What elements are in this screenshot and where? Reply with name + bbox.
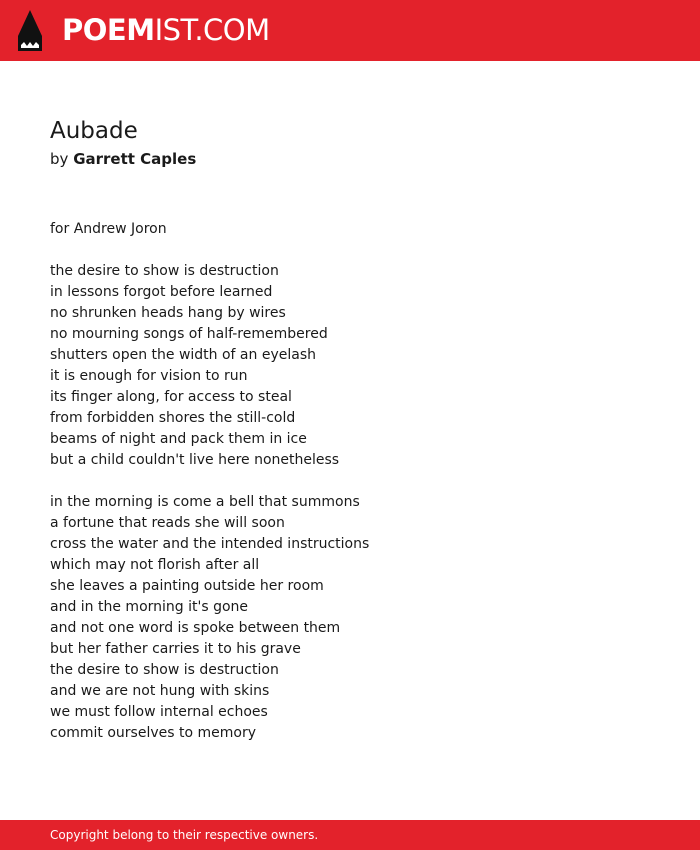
poem-line: we must follow internal echoes — [50, 704, 268, 720]
pencil-icon[interactable] — [18, 10, 42, 51]
poem-title: Aubade — [50, 118, 138, 144]
poem-line: but a child couldn't live here nonetheless — [50, 452, 340, 468]
poem-line: and we are not hung with skins — [50, 683, 270, 699]
poem-line: shutters open the width of an eyelash — [50, 347, 316, 363]
poem-line: no mourning songs of half-remembered — [50, 326, 328, 342]
poem-body — [50, 219, 369, 744]
poem-line: it is enough for vision to run — [50, 368, 248, 384]
poem-line: the desire to show is destruction — [50, 662, 279, 678]
by-label: by — [50, 150, 69, 168]
poem-line: beams of night and pack them in ice — [50, 431, 307, 447]
stanza-break — [50, 471, 369, 492]
stanza-break — [50, 240, 369, 261]
byline — [50, 149, 196, 169]
poem-dedication: for Andrew Joron — [50, 221, 167, 237]
poem-line: cross the water and the intended instructions — [50, 536, 370, 552]
poem-line: the desire to show is destruction — [50, 263, 279, 279]
poem-line: its finger along, for access to steal — [50, 389, 292, 405]
logo-bold-text: POEM — [62, 13, 155, 47]
poem-line: in lessons forgot before learned — [50, 284, 273, 300]
poem-line: she leaves a painting outside her room — [50, 578, 324, 594]
poem-line: and in the morning it's gone — [50, 599, 249, 615]
poem-line: a fortune that reads she will soon — [50, 515, 285, 531]
copyright-text: Copyright belong to their respective owners. — [50, 828, 319, 842]
poem-line: which may not florish after all — [50, 557, 260, 573]
poem-line: and not one word is spoke between them — [50, 620, 341, 636]
site-footer — [0, 820, 700, 850]
poem-line: from forbidden shores the still-cold — [50, 410, 296, 426]
poem-line: but her father carries it to his grave — [50, 641, 301, 657]
author-name: Garrett Caples — [73, 150, 197, 168]
poem-line: in the morning is come a bell that summons — [50, 494, 360, 510]
site-header — [0, 0, 700, 61]
poem-line: commit ourselves to memory — [50, 725, 257, 741]
site-logo[interactable] — [62, 12, 270, 48]
logo-light-text: IST.COM — [154, 13, 270, 47]
poem-line: no shrunken heads hang by wires — [50, 305, 286, 321]
